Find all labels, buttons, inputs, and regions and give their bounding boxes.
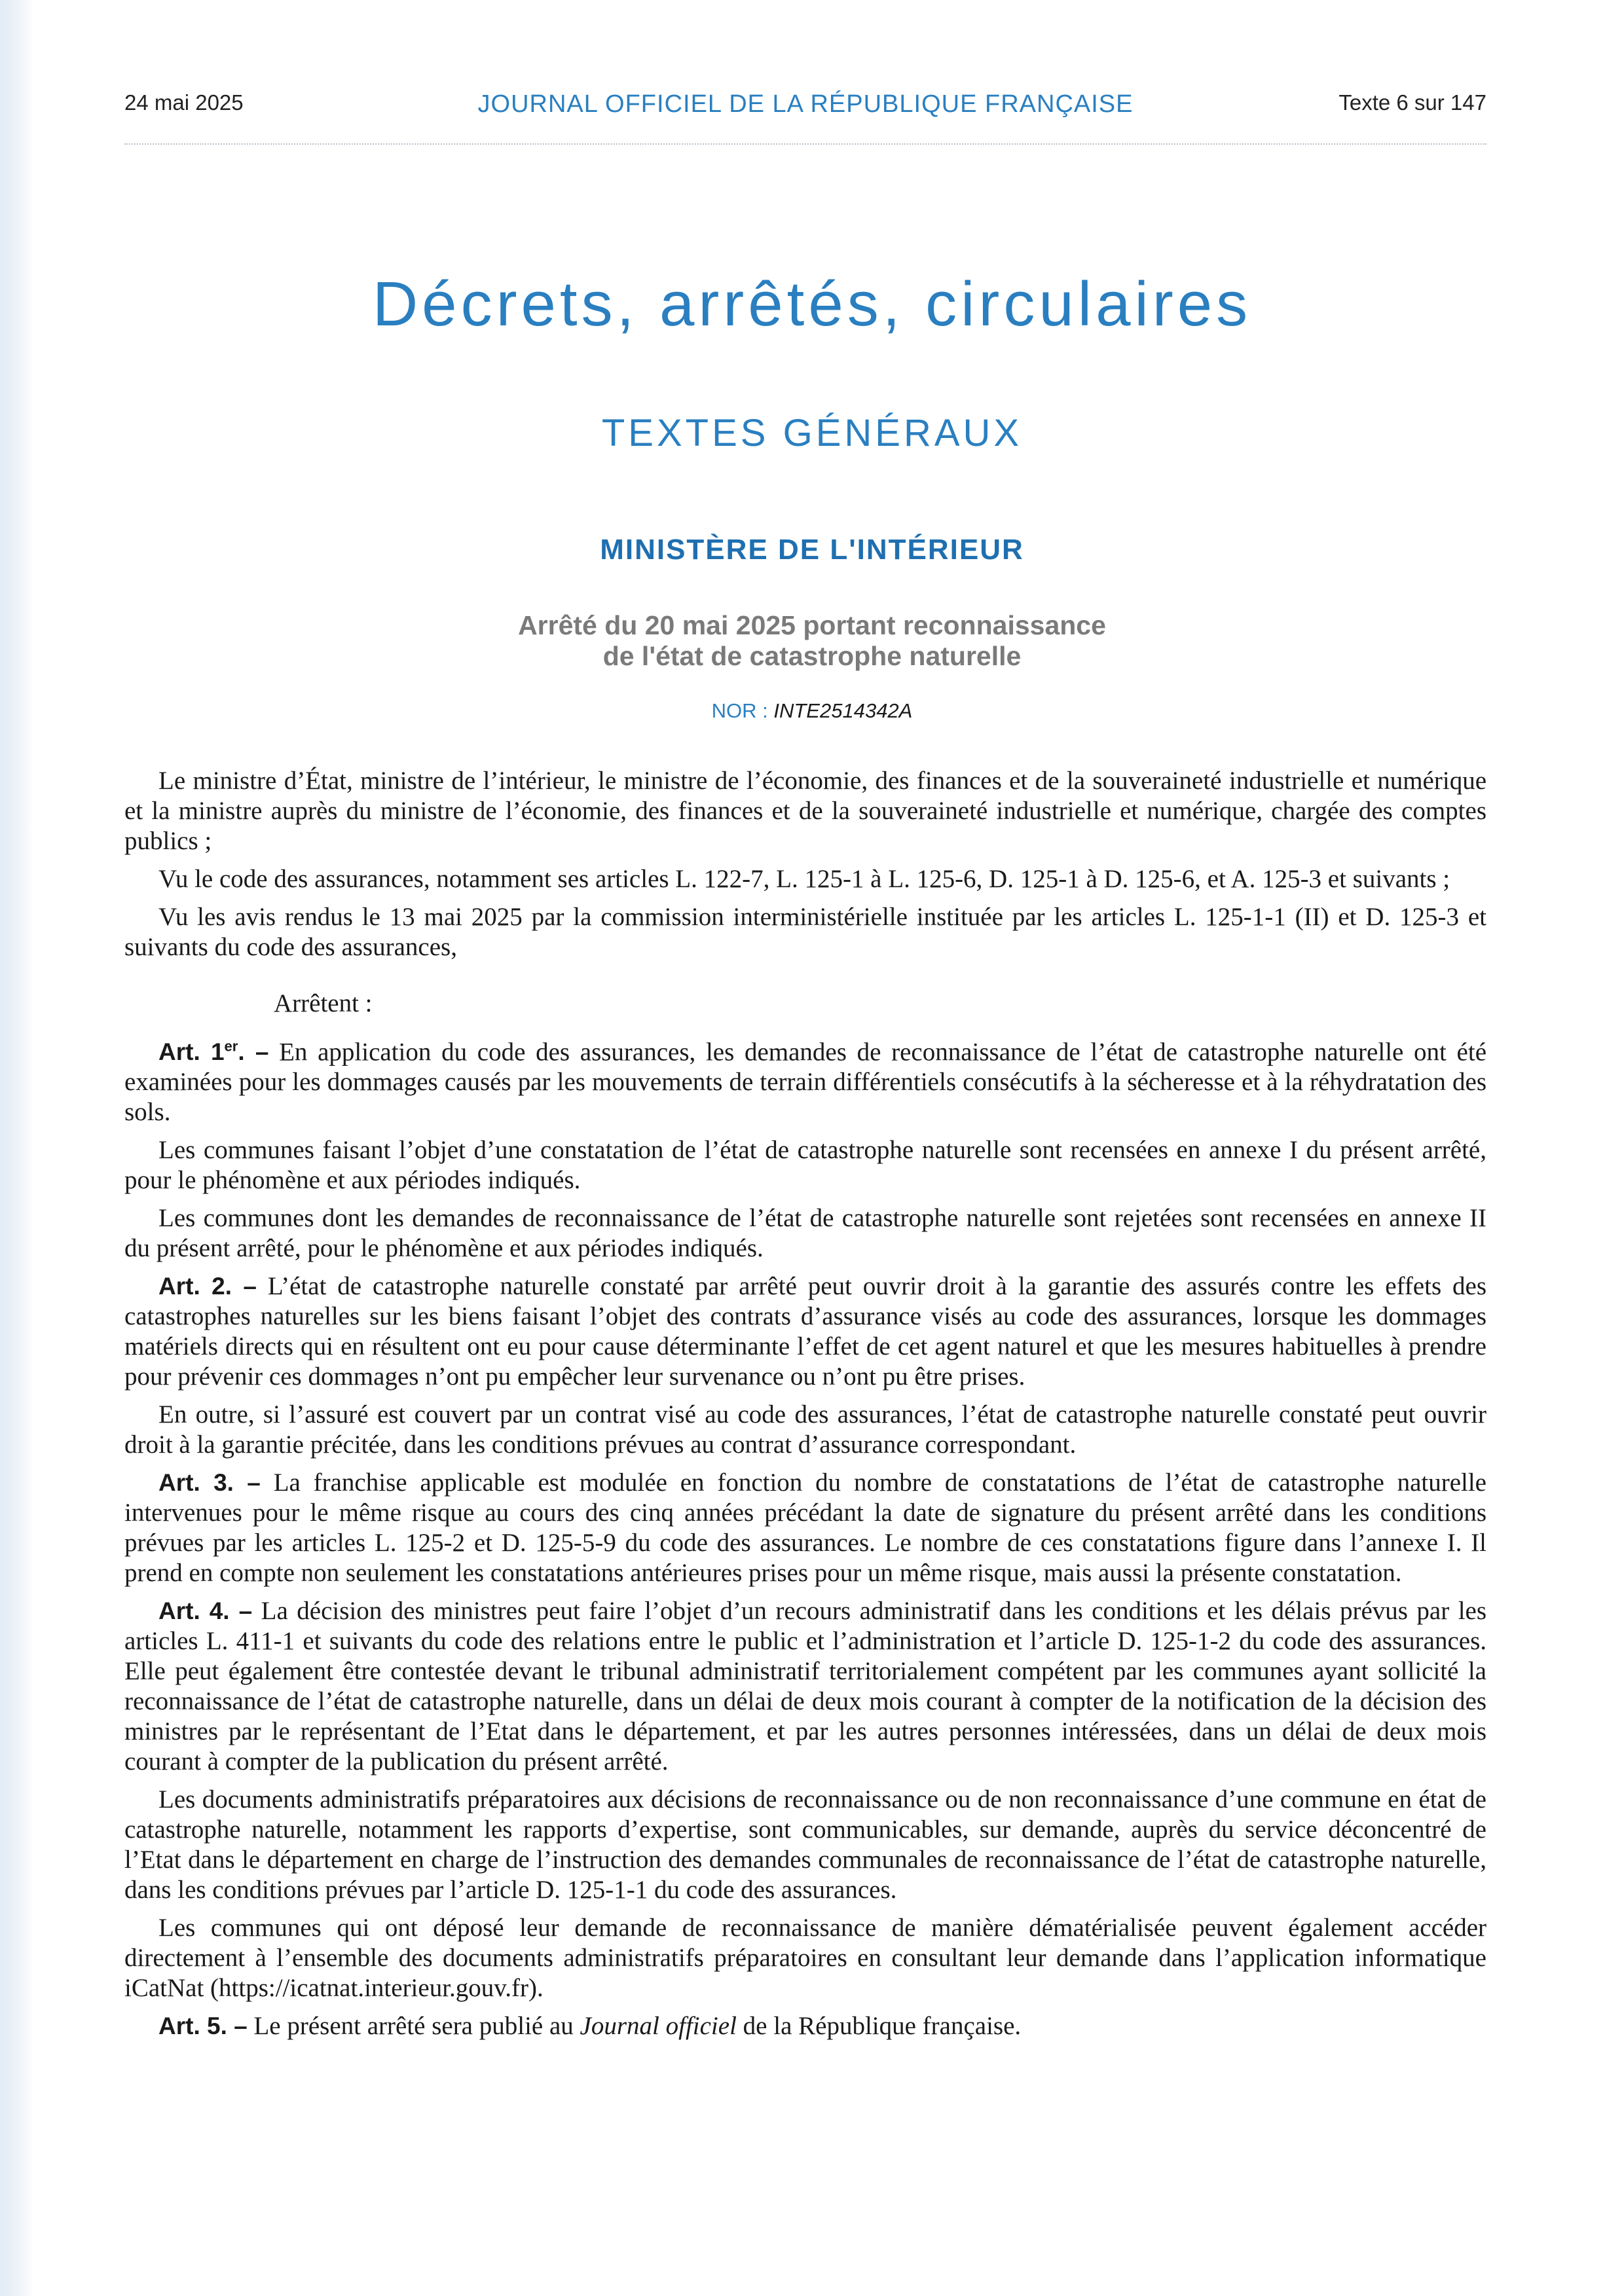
arrete-title-line-1: Arrêté du 20 mai 2025 portant reconnaissance	[518, 610, 1106, 640]
article-4-paragraph-3: Les communes qui ont déposé leur demande de reconnaissance de manière dématérialisée peuvent également accéder directement à l’ensemble des documents administratifs préparatoires en consultant leur demande dans l’application informatique iCatNat (https://icatnat.interieur.gouv.fr).	[124, 1914, 1486, 2003]
preamble-vu-code: Vu le code des assurances, notamment ses articles L. 122-7, L. 125-1 à L. 125-6, D. 125-1 à D. 125-6, et A. 125-3 et suivants ;	[158, 865, 1450, 893]
page-number: Texte 6 sur 147	[1338, 90, 1486, 115]
nor-label: NOR :	[711, 699, 774, 722]
article-1-label: Art. 1er. –	[158, 1038, 269, 1066]
publication-date: 24 mai 2025	[124, 90, 244, 115]
nor-value: INTE2514342A	[773, 699, 913, 722]
article-3-label: Art. 3. –	[158, 1469, 261, 1497]
decree-body	[124, 766, 1486, 2049]
article-2-paragraph-2: En outre, si l’assuré est couvert par un contrat visé au code des assurances, l’état de catastrophe naturelle constaté peut ouvrir droit à la garantie précitée, dans les conditions prévues au contrat d’assurance correspondant.	[124, 1400, 1486, 1459]
preamble-ministers: Le ministre d’État, ministre de l’intérieur, le ministre de l’économie, des finances et de la souveraineté industrielle et numérique et la ministre auprès du ministre de l’économie, des finances et de la souveraineté industrielle et numérique, chargée des comptes publics ;	[124, 767, 1486, 855]
article-1-paragraph-3: Les communes dont les demandes de reconnaissance de l’état de catastrophe naturelle sont rejetées sont recensées en annexe II du présent arrêté, pour le phénomène et aux périodes indiqués.	[124, 1204, 1486, 1263]
article-3-paragraph-1: Art. 3. – La franchise applicable est modulée en fonction du nombre de constatations de l’état de catastrophe naturelle intervenues pour le même risque au cours des cinq années précédant la date de signature du présent arrêté dans les conditions prévues par les articles L. 125-2 et D. 125-5-9 du code des assurances. Le nombre de ces constatations figure dans l’annexe I. Il prend en compte non seulement les constatations antérieures prises pour un même risque, mais aussi la présente constatation.	[124, 1468, 1486, 1588]
article-5-paragraph-1: Art. 5. – Le présent arrêté sera publié au Journal officiel de la République française.	[158, 2012, 1022, 2041]
page-header	[124, 90, 1486, 123]
sub-title: TEXTES GÉNÉRAUX	[601, 412, 1023, 454]
article-1-paragraph-1: Art. 1er. – En application du code des assurances, les demandes de reconnaissance de l’état de catastrophe naturelle ont été examinées pour les dommages causés par les mouvements de terrain différentiels consécutifs à la sécheresse et à la réhydratation des sols.	[124, 1038, 1487, 1127]
preamble-vu-avis: Vu les avis rendus le 13 mai 2025 par la commission interministérielle instituée par les articles L. 125-1-1 (II) et D. 125-3 et suivants du code des assurances,	[124, 903, 1486, 961]
header-rule	[124, 143, 1486, 145]
article-4-label: Art. 4. –	[158, 1597, 253, 1625]
article-2-paragraph-1: Art. 2. – L’état de catastrophe naturelle constaté par arrêté peut ouvrir droit à la garantie des assurés contre les effets des catastrophes naturelles sur les biens faisant l’objet des contrats d’assurance visés au code des assurances, lorsque les dommages matériels directs qui en résultent ont eu pour cause déterminante l’effet de cet agent naturel et que les mesures habituelles à prendre pour prévenir ces dommages n’ont pu empêcher leur survenance ou n’ont pu être prises.	[124, 1272, 1486, 1391]
section-title: Décrets, arrêtés, circulaires	[372, 269, 1252, 339]
scan-edge	[0, 0, 34, 2296]
article-5-label: Art. 5. –	[158, 2013, 248, 2040]
ministry-name: MINISTÈRE DE L'INTÉRIEUR	[600, 534, 1024, 566]
nor-reference	[0, 699, 1624, 723]
journal-title: JOURNAL OFFICIEL DE LA RÉPUBLIQUE FRANÇAISE	[477, 90, 1134, 118]
journal-officiel-italic: Journal officiel	[580, 2012, 737, 2041]
arrete-title-line-2: de l'état de catastrophe naturelle	[602, 641, 1022, 671]
arretent: Arrêtent :	[274, 989, 373, 1017]
article-4-paragraph-1: Art. 4. – La décision des ministres peut faire l’objet d’un recours administratif dans les conditions et les délais prévus par les articles L. 411-1 et suivants du code des relations entre le public et l’administration et l’article D. 125-1-2 du code des assurances. Elle peut également être contestée devant le tribunal administratif territorialement compétent par les communes ayant sollicité la reconnaissance de l’état de catastrophe naturelle, dans un délai de deux mois courant à compter de la notification de la décision des ministres par le représentant de l’Etat dans le département, et par les autres personnes intéressées, dans un délai de deux mois courant à compter de la publication du présent arrêté.	[124, 1597, 1487, 1776]
article-4-paragraph-2: Les documents administratifs préparatoires aux décisions de reconnaissance ou de non reconnaissance d’une commune en état de catastrophe naturelle, notamment les rapports d’expertise, sont communicables, sur demande, auprès du service déconcentré de l’Etat dans le département en charge de l’instruction des demandes communales de reconnaissance de l’état de catastrophe naturelle, dans les conditions prévues par l’article D. 125-1-1 du code des assurances.	[124, 1785, 1486, 1904]
article-1-paragraph-2: Les communes faisant l’objet d’une constatation de l’état de catastrophe naturelle sont recensées en annexe I du présent arrêté, pour le phénomène et aux périodes indiqués.	[124, 1136, 1486, 1195]
arrete-title	[0, 610, 1624, 672]
article-2-label: Art. 2. –	[158, 1273, 257, 1300]
